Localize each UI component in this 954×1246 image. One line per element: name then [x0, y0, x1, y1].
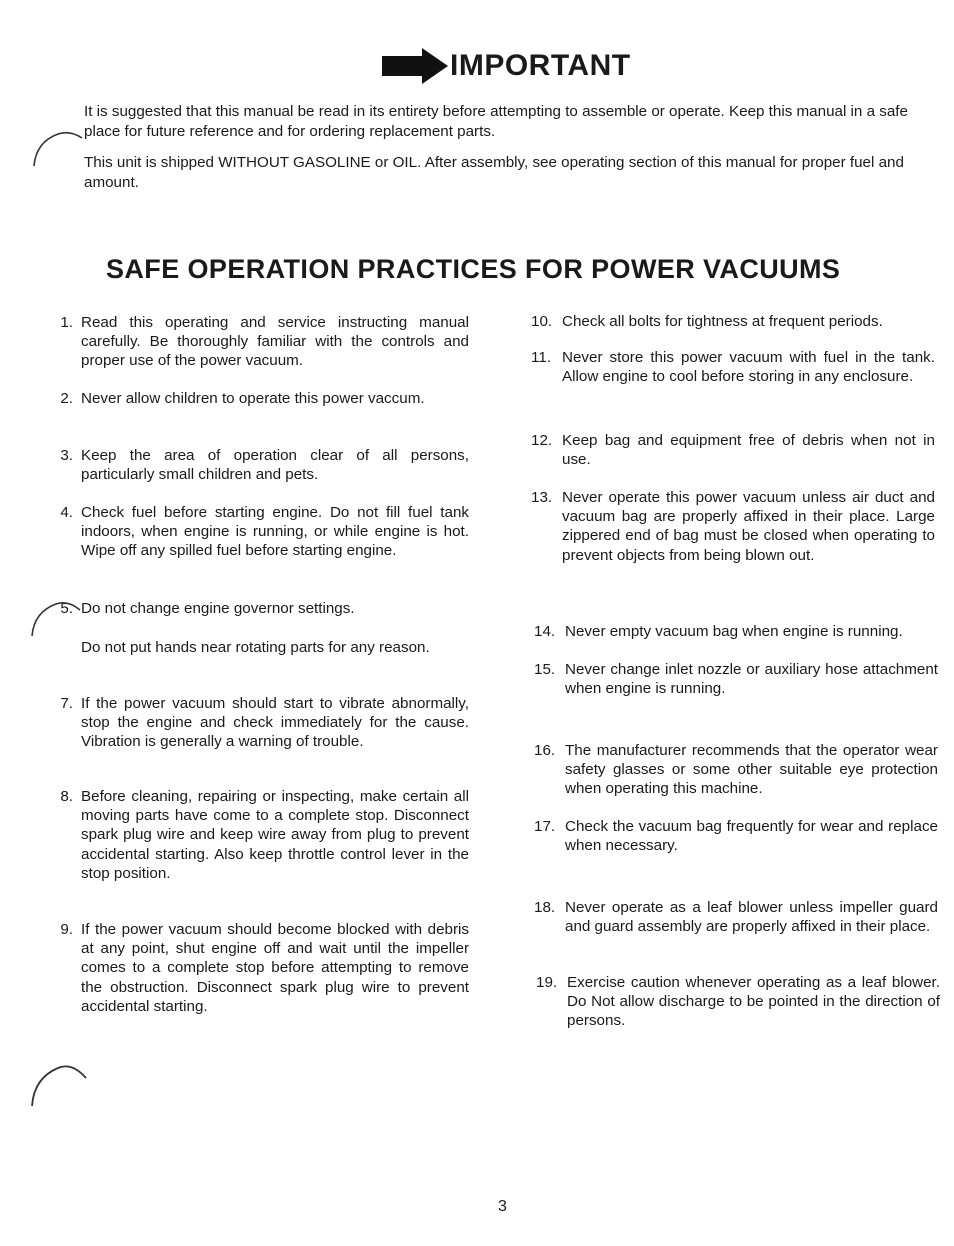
- list-item: [534, 898, 938, 936]
- item-text: Never empty vacuum bag when engine is running.: [565, 623, 903, 640]
- item-number: 4.: [60, 504, 73, 521]
- list-item: [534, 622, 938, 641]
- item-text: Before cleaning, repairing or inspecting, make certain all moving parts have come to a complete stop. Disconnect spark plug wire and keep wire away from plug to prevent accidental starting. Also keep throttle control lever in the stop position.: [81, 788, 469, 882]
- item-text: Keep bag and equipment free of debris when not in use.: [562, 432, 935, 469]
- arrow-right-icon: [382, 48, 448, 84]
- item-text: Never operate as a leaf blower unless impeller guard and guard assembly are properly affixed in their place.: [565, 899, 938, 936]
- list-item: [59, 920, 469, 1016]
- list-item: [59, 503, 469, 561]
- scan-mark: [28, 1060, 90, 1108]
- item-text: Never operate this power vacuum unless air duct and vacuum bag are properly affixed in their place. Large zippered end of bag must be closed when operating to prevent objects from being blown out.: [562, 489, 935, 564]
- list-item: [59, 446, 469, 484]
- item-text: Do not change engine governor settings.: [81, 600, 355, 617]
- list-item: [59, 787, 469, 883]
- item-text: Check fuel before starting engine. Do not fill fuel tank indoors, when engine is running, or while engine is hot. Wipe off any spilled fuel before starting engine.: [81, 504, 469, 560]
- important-title: IMPORTANT: [450, 49, 631, 82]
- item-number: 8.: [60, 788, 73, 805]
- list-item: [59, 313, 469, 371]
- list-item: [534, 660, 938, 698]
- item-text: The manufacturer recommends that the operator wear safety glasses or some other suitable eye protection when operating this machine.: [565, 742, 938, 798]
- item-number: 13.: [531, 489, 553, 506]
- item-number: 1.: [60, 314, 73, 331]
- intro-paragraph-2: This unit is shipped WITHOUT GASOLINE or OIL. After assembly, see operating section of this manual for proper fuel and amount.: [84, 154, 904, 191]
- item-text: If the power vacuum should start to vibrate abnormally, stop the engine and check immediately for the cause. Vibration is generally a warning of trouble.: [81, 695, 469, 751]
- item-text: Never store this power vacuum with fuel in the tank. Allow engine to cool before storing in any enclosure.: [562, 349, 935, 386]
- important-header: [382, 46, 631, 86]
- list-item: [536, 973, 940, 1031]
- list-item: [531, 431, 935, 469]
- list-item: [59, 599, 469, 618]
- item-text: Check the vacuum bag frequently for wear and replace when necessary.: [565, 818, 938, 855]
- item-text: If the power vacuum should become blocked with debris at any point, shut engine off and wait until the impeller comes to a complete stop before attempting to remove the obstruction. Disconnect spark plug wire to prevent accidental starting.: [81, 921, 469, 1015]
- section-title: SAFE OPERATION PRACTICES FOR POWER VACUUMS: [106, 254, 841, 284]
- list-item: [59, 638, 469, 657]
- item-number: 11.: [531, 349, 551, 366]
- item-number: 18.: [534, 899, 556, 916]
- item-number: 5.: [60, 600, 73, 617]
- list-item: [531, 348, 935, 386]
- item-text: Never allow children to operate this power vaccum.: [81, 390, 425, 407]
- list-item: [59, 389, 469, 408]
- list-item: [531, 488, 935, 565]
- item-number: 16.: [534, 742, 556, 759]
- page-number: 3: [498, 1198, 507, 1215]
- list-item: [531, 312, 935, 331]
- item-number: 3.: [60, 447, 73, 464]
- item-number: 19.: [536, 974, 558, 991]
- item-text: Do not put hands near rotating parts for any reason.: [81, 639, 430, 656]
- item-text: Read this operating and service instructing manual carefully. Be thoroughly familiar with the controls and proper use of the power vacuum.: [81, 314, 469, 370]
- scan-mark: [30, 128, 86, 168]
- item-number: 14.: [534, 623, 556, 640]
- item-number: 9.: [60, 921, 73, 938]
- list-item: [534, 817, 938, 855]
- item-text: Check all bolts for tightness at frequent periods.: [562, 313, 883, 330]
- item-number: 10.: [531, 313, 553, 330]
- item-number: 2.: [60, 390, 73, 407]
- list-item: [534, 741, 938, 799]
- item-number: 15.: [534, 661, 556, 678]
- item-number: 12.: [531, 432, 553, 449]
- item-number: 17.: [534, 818, 556, 835]
- intro-paragraph-1: It is suggested that this manual be read in its entirety before attempting to assemble or operate. Keep this manual in a safe place for future reference and for ordering replacement parts.: [84, 103, 908, 140]
- scan-mark: [28, 598, 84, 638]
- item-text: Exercise caution whenever operating as a leaf blower. Do Not allow discharge to be pointed in the direction of persons.: [567, 974, 940, 1030]
- item-number: 7.: [60, 695, 73, 712]
- item-text: Keep the area of operation clear of all persons, particularly small children and pets.: [81, 447, 469, 484]
- item-text: Never change inlet nozzle or auxiliary hose attachment when engine is running.: [565, 661, 938, 698]
- list-item: [59, 694, 469, 752]
